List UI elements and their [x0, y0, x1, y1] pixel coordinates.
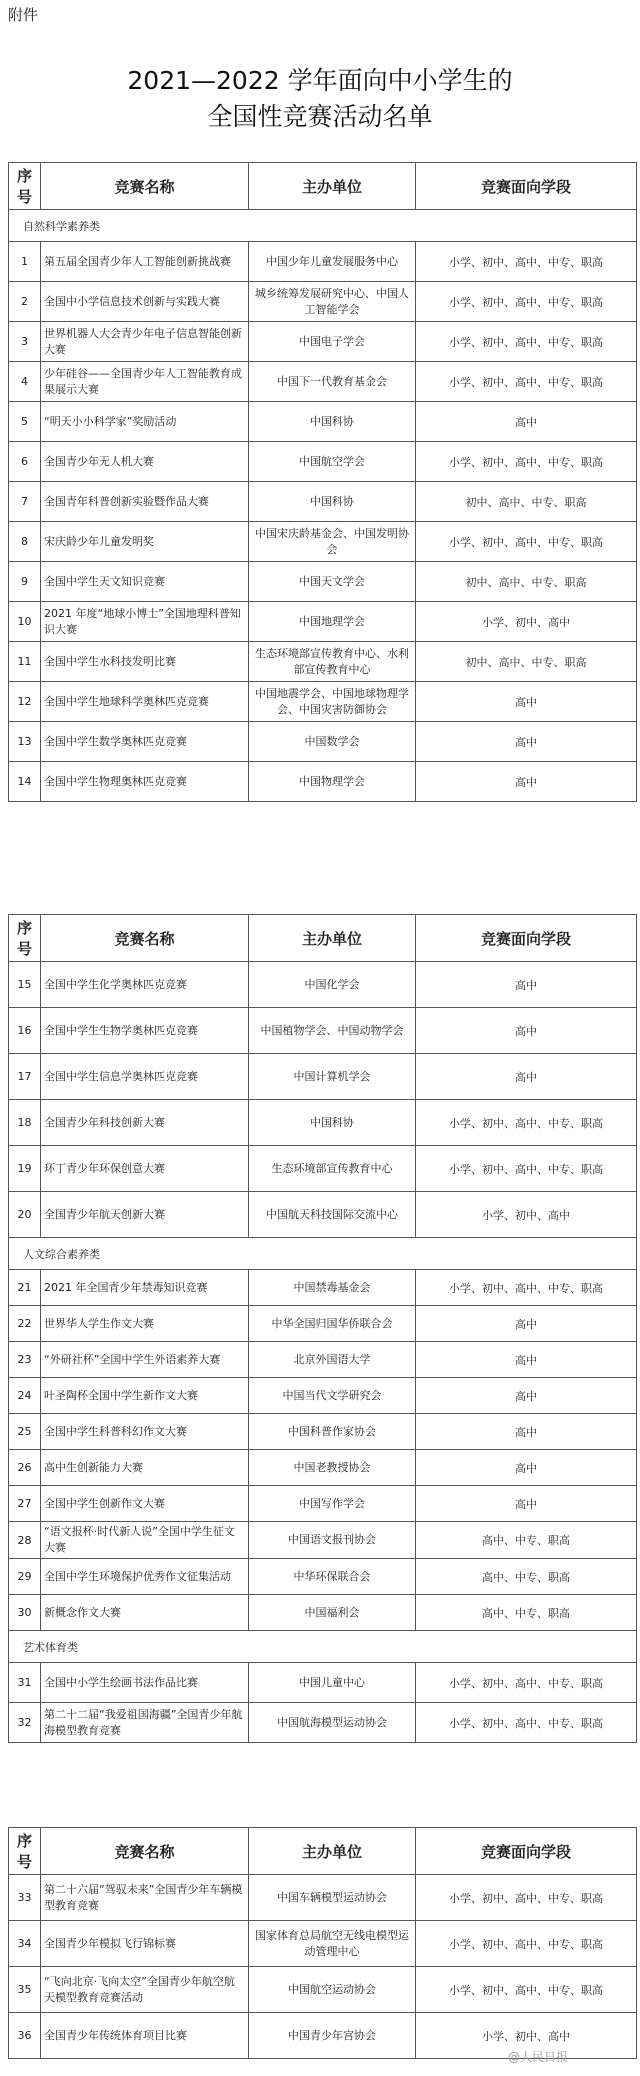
row-no: 24 [9, 1378, 41, 1414]
row-org: 国家体育总局航空无线电模型运动管理中心 [249, 1921, 416, 1967]
row-org: 中国当代文学研究会 [249, 1378, 416, 1414]
competition-table-part1 [8, 162, 637, 802]
row-no: 35 [9, 1967, 41, 2013]
table-row [9, 1703, 637, 1743]
row-name: 全国中小学生绘画书法作品比赛 [41, 1663, 249, 1703]
table-row [9, 562, 637, 602]
table-row [9, 722, 637, 762]
table-row [9, 1522, 637, 1559]
category-row [9, 1238, 637, 1270]
row-org: 中国天文学会 [249, 562, 416, 602]
row-level: 小学、初中、高中、中专、职高 [416, 1921, 637, 1967]
table-row [9, 1342, 637, 1378]
table-row [9, 1100, 637, 1146]
row-no: 10 [9, 602, 41, 642]
row-no: 34 [9, 1921, 41, 1967]
row-name: 宋庆龄少年儿童发明奖 [41, 522, 249, 562]
row-org: 中国老教授协会 [249, 1450, 416, 1486]
header-no: 序号 [9, 1828, 41, 1875]
row-org: 中国写作学会 [249, 1486, 416, 1522]
row-name: 第二十二届“我爱祖国海疆”全国青少年航海模型教育竞赛 [41, 1703, 249, 1743]
row-org: 中国计算机学会 [249, 1054, 416, 1100]
row-no: 7 [9, 482, 41, 522]
category-arts: 艺术体育类 [9, 1631, 637, 1663]
table-row [9, 1414, 637, 1450]
row-org: 城乡统筹发展研究中心、中国人工智能学会 [249, 282, 416, 322]
row-org: 中国数学会 [249, 722, 416, 762]
row-no: 8 [9, 522, 41, 562]
table-row [9, 1192, 637, 1238]
row-no: 26 [9, 1450, 41, 1486]
row-name: 全国中学生创新作文大赛 [41, 1486, 249, 1522]
row-level: 小学、初中、高中、中专、职高 [416, 442, 637, 482]
row-level: 小学、初中、高中 [416, 2013, 637, 2059]
table-row [9, 1559, 637, 1595]
row-no: 11 [9, 642, 41, 682]
header-no: 序号 [9, 163, 41, 210]
header-level: 竞赛面向学段 [416, 163, 637, 210]
table-header-row [9, 163, 637, 210]
row-org: 中国福利会 [249, 1595, 416, 1631]
row-org: 中国科协 [249, 482, 416, 522]
table-row [9, 1921, 637, 1967]
competition-table-part3 [8, 1827, 637, 2059]
row-org: 中国青少年宫协会 [249, 2013, 416, 2059]
row-no: 27 [9, 1486, 41, 1522]
table-header-row [9, 1828, 637, 1875]
row-org: 中国航天科技国际交流中心 [249, 1192, 416, 1238]
row-no: 22 [9, 1306, 41, 1342]
table-row [9, 1378, 637, 1414]
row-org: 中国化学会 [249, 962, 416, 1008]
row-level: 高中 [416, 682, 637, 722]
row-org: 中国植物学会、中国动物学会 [249, 1008, 416, 1054]
table-row [9, 962, 637, 1008]
watermark: @人民日报 [507, 2050, 568, 2064]
table-row [9, 522, 637, 562]
row-level: 小学、初中、高中、中专、职高 [416, 242, 637, 282]
table-header-row [9, 915, 637, 962]
table-row [9, 1008, 637, 1054]
row-level: 小学、初中、高中、中专、职高 [416, 1100, 637, 1146]
row-org: 中华全国归国华侨联合会 [249, 1306, 416, 1342]
row-org: 中国禁毒基金会 [249, 1270, 416, 1306]
table-row [9, 1450, 637, 1486]
row-org: 中国航空运动协会 [249, 1967, 416, 2013]
table-row [9, 1146, 637, 1192]
category-science: 自然科学素养类 [9, 210, 637, 242]
row-org: 中国车辆模型运动协会 [249, 1875, 416, 1921]
row-name: 全国中学生信息学奥林匹克竞赛 [41, 1054, 249, 1100]
category-row [9, 1631, 637, 1663]
row-no: 20 [9, 1192, 41, 1238]
row-no: 17 [9, 1054, 41, 1100]
row-name: 2021 年全国青少年禁毒知识竞赛 [41, 1270, 249, 1306]
row-no: 29 [9, 1559, 41, 1595]
row-org: 中国地震学会、中国地球物理学会、中国灾害防御协会 [249, 682, 416, 722]
row-name: “飞向北京·飞向太空”全国青少年航空航天模型教育竞赛活动 [41, 1967, 249, 2013]
row-level: 高中、中专、职高 [416, 1595, 637, 1631]
row-no: 21 [9, 1270, 41, 1306]
row-org: 中华环保联合会 [249, 1559, 416, 1595]
row-level: 高中 [416, 962, 637, 1008]
row-name: 全国青年科普创新实验暨作品大赛 [41, 482, 249, 522]
page-title-line1: 2021—2022 学年面向中小学生的 [127, 66, 513, 95]
row-no: 16 [9, 1008, 41, 1054]
table-row [9, 1595, 637, 1631]
row-name: “语文报杯·时代新人说”全国中学生征文大赛 [41, 1522, 249, 1559]
row-no: 5 [9, 402, 41, 442]
row-name: 全国青少年无人机大赛 [41, 442, 249, 482]
row-no: 28 [9, 1522, 41, 1559]
row-org: 中国儿童中心 [249, 1663, 416, 1703]
header-level: 竞赛面向学段 [416, 915, 637, 962]
table-row [9, 1875, 637, 1921]
row-level: 小学、初中、高中、中专、职高 [416, 1967, 637, 2013]
row-name: “外研社杯”全国中学生外语素养大赛 [41, 1342, 249, 1378]
table-row [9, 602, 637, 642]
row-level: 高中、中专、职高 [416, 1559, 637, 1595]
row-level: 高中 [416, 1486, 637, 1522]
row-level: 高中 [416, 402, 637, 442]
row-name: 环丁青少年环保创意大赛 [41, 1146, 249, 1192]
row-level: 小学、初中、高中 [416, 1192, 637, 1238]
header-org: 主办单位 [249, 915, 416, 962]
row-name: 全国中学生化学奥林匹克竞赛 [41, 962, 249, 1008]
table-row [9, 1486, 637, 1522]
row-level: 高中 [416, 1450, 637, 1486]
row-no: 36 [9, 2013, 41, 2059]
row-name: 世界机器人大会青少年电子信息智能创新大赛 [41, 322, 249, 362]
row-name: 全国中学生生物学奥林匹克竞赛 [41, 1008, 249, 1054]
category-humanities: 人文综合素养类 [9, 1238, 637, 1270]
row-name: 全国青少年传统体育项目比赛 [41, 2013, 249, 2059]
row-level: 小学、初中、高中 [416, 602, 637, 642]
row-level: 小学、初中、高中、中专、职高 [416, 1875, 637, 1921]
row-no: 4 [9, 362, 41, 402]
row-name: “明天小小科学家”奖励活动 [41, 402, 249, 442]
row-org: 中国宋庆龄基金会、中国发明协会 [249, 522, 416, 562]
row-name: 全国中学生环境保护优秀作文征集活动 [41, 1559, 249, 1595]
page-title-line2: 全国性竞赛活动名单 [207, 102, 433, 131]
row-org: 生态环境部宣传教育中心、水利部宣传教育中心 [249, 642, 416, 682]
row-level: 高中 [416, 722, 637, 762]
row-no: 23 [9, 1342, 41, 1378]
table-row [9, 482, 637, 522]
row-name: 2021 年度“地球小博士”全国地理科普知识大赛 [41, 602, 249, 642]
row-name: 全国青少年科技创新大赛 [41, 1100, 249, 1146]
row-no: 31 [9, 1663, 41, 1703]
row-level: 小学、初中、高中、中专、职高 [416, 1663, 637, 1703]
row-name: 全国中学生科普科幻作文大赛 [41, 1414, 249, 1450]
row-level: 高中 [416, 762, 637, 802]
row-name: 全国青少年航天创新大赛 [41, 1192, 249, 1238]
competition-table-part2 [8, 914, 637, 1743]
row-name: 叶圣陶杯全国中学生新作文大赛 [41, 1378, 249, 1414]
row-name: 高中生创新能力大赛 [41, 1450, 249, 1486]
row-org: 中国物理学会 [249, 762, 416, 802]
header-level: 竞赛面向学段 [416, 1828, 637, 1875]
row-level: 小学、初中、高中、中专、职高 [416, 1146, 637, 1192]
table-row [9, 642, 637, 682]
row-org: 中国少年儿童发展服务中心 [249, 242, 416, 282]
row-no: 12 [9, 682, 41, 722]
row-level: 高中 [416, 1008, 637, 1054]
table-row [9, 322, 637, 362]
row-name: 新概念作文大赛 [41, 1595, 249, 1631]
table-row [9, 682, 637, 722]
row-level: 高中 [416, 1414, 637, 1450]
row-name: 全国中学生物理奥林匹克竞赛 [41, 762, 249, 802]
table-row [9, 762, 637, 802]
row-level: 小学、初中、高中、中专、职高 [416, 1270, 637, 1306]
row-org: 生态环境部宣传教育中心 [249, 1146, 416, 1192]
row-level: 初中、高中、中专、职高 [416, 482, 637, 522]
row-name: 全国中学生地球科学奥林匹克竞赛 [41, 682, 249, 722]
row-no: 32 [9, 1703, 41, 1743]
row-level: 高中 [416, 1342, 637, 1378]
row-name: 第五届全国青少年人工智能创新挑战赛 [41, 242, 249, 282]
row-no: 33 [9, 1875, 41, 1921]
row-org: 中国航海模型运动协会 [249, 1703, 416, 1743]
table-row [9, 1967, 637, 2013]
row-level: 小学、初中、高中、中专、职高 [416, 322, 637, 362]
table-row [9, 242, 637, 282]
row-level: 高中 [416, 1378, 637, 1414]
attachment-label: 附件 [8, 6, 39, 24]
table-row [9, 1270, 637, 1306]
row-org: 中国科协 [249, 402, 416, 442]
row-name: 全国中学生数学奥林匹克竞赛 [41, 722, 249, 762]
row-name: 世界华人学生作文大赛 [41, 1306, 249, 1342]
row-no: 25 [9, 1414, 41, 1450]
row-level: 高中、中专、职高 [416, 1522, 637, 1559]
row-org: 中国下一代教育基金会 [249, 362, 416, 402]
row-no: 9 [9, 562, 41, 602]
row-no: 30 [9, 1595, 41, 1631]
row-name: 全国青少年模拟飞行锦标赛 [41, 1921, 249, 1967]
table-row [9, 402, 637, 442]
row-level: 小学、初中、高中、中专、职高 [416, 522, 637, 562]
header-name: 竞赛名称 [41, 915, 249, 962]
row-name: 全国中学生天文知识竞赛 [41, 562, 249, 602]
row-no: 14 [9, 762, 41, 802]
header-name: 竞赛名称 [41, 1828, 249, 1875]
row-no: 1 [9, 242, 41, 282]
row-no: 6 [9, 442, 41, 482]
row-org: 北京外国语大学 [249, 1342, 416, 1378]
row-no: 2 [9, 282, 41, 322]
table-row [9, 1663, 637, 1703]
category-row [9, 210, 637, 242]
row-level: 小学、初中、高中、中专、职高 [416, 282, 637, 322]
row-name: 全国中学生水科技发明比赛 [41, 642, 249, 682]
row-name: 少年硅谷——全国青少年人工智能教育成果展示大赛 [41, 362, 249, 402]
header-name: 竞赛名称 [41, 163, 249, 210]
row-level: 小学、初中、高中、中专、职高 [416, 362, 637, 402]
table-row [9, 442, 637, 482]
header-org: 主办单位 [249, 163, 416, 210]
row-level: 小学、初中、高中、中专、职高 [416, 1703, 637, 1743]
row-org: 中国科协 [249, 1100, 416, 1146]
row-org: 中国地理学会 [249, 602, 416, 642]
row-no: 18 [9, 1100, 41, 1146]
table-row [9, 1306, 637, 1342]
row-name: 第二十六届“驾驭未来”全国青少年车辆模型教育竞赛 [41, 1875, 249, 1921]
row-level: 初中、高中、中专、职高 [416, 562, 637, 602]
row-org: 中国科普作家协会 [249, 1414, 416, 1450]
row-level: 高中 [416, 1054, 637, 1100]
row-org: 中国航空学会 [249, 442, 416, 482]
row-org: 中国语文报刊协会 [249, 1522, 416, 1559]
row-no: 15 [9, 962, 41, 1008]
row-org: 中国电子学会 [249, 322, 416, 362]
header-no: 序号 [9, 915, 41, 962]
table-row [9, 362, 637, 402]
row-no: 3 [9, 322, 41, 362]
row-name: 全国中小学信息技术创新与实践大赛 [41, 282, 249, 322]
row-no: 13 [9, 722, 41, 762]
header-org: 主办单位 [249, 1828, 416, 1875]
table-row [9, 1054, 637, 1100]
table-row [9, 282, 637, 322]
row-level: 初中、高中、中专、职高 [416, 642, 637, 682]
row-no: 19 [9, 1146, 41, 1192]
row-level: 高中 [416, 1306, 637, 1342]
